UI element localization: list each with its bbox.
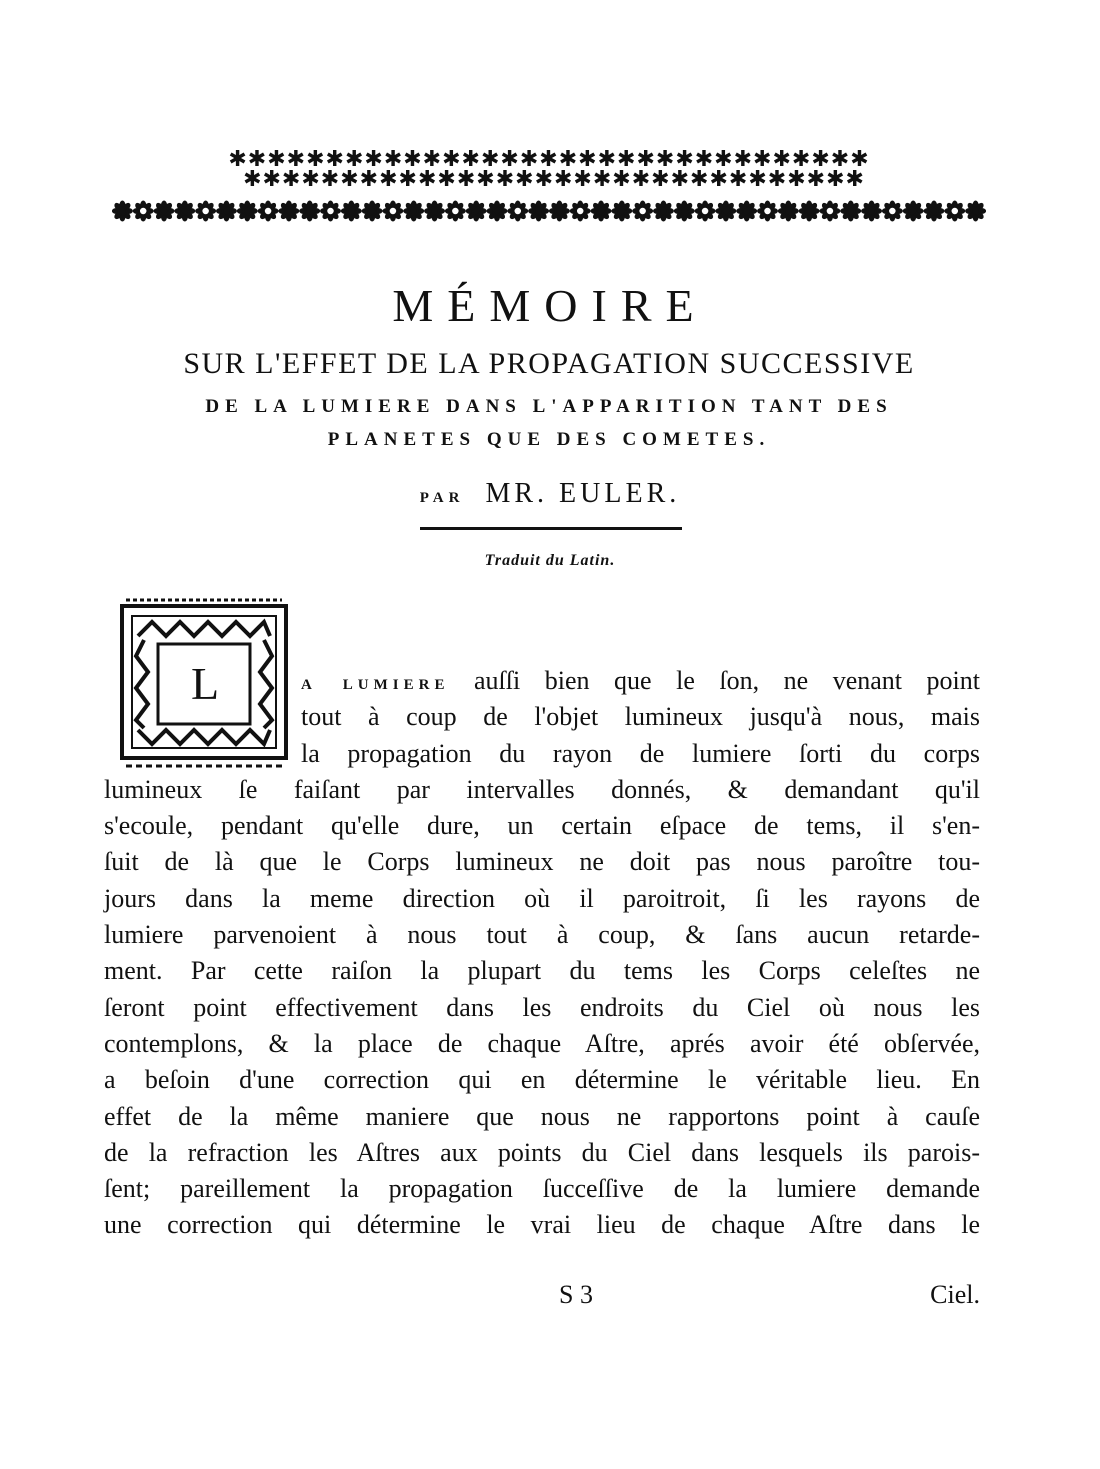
flower-ornament (840, 201, 861, 222)
star-row-bottom: ✱✱✱✱✱✱✱✱✱✱✱✱✱✱✱✱✱✱✱✱✱✱✱✱✱✱✱✱✱✱✱✱ (243, 167, 865, 190)
body-line: effet de la même maniere que nous ne rapportons point à cauſe (104, 1101, 980, 1131)
flower-ornament (362, 201, 383, 222)
flower-ornament (570, 201, 591, 222)
flower-ornament (154, 201, 175, 222)
body-line: de la refraction les Aſtres aux points du Ciel dans lesquels ils parois- (104, 1137, 980, 1167)
flower-ornament (882, 201, 903, 222)
flower-ornament (445, 201, 466, 222)
lead-words: A LUMIERE (301, 677, 450, 693)
flower-ornament (112, 201, 133, 222)
star-row-top: ✱✱✱✱✱✱✱✱✱✱✱✱✱✱✱✱✱✱✱✱✱✱✱✱✱✱✱✱✱✱✱✱✱ (228, 150, 870, 172)
body-line: ſeront point effectivement dans les endroits du Ciel où nous les (104, 992, 980, 1022)
flower-ornament (216, 201, 237, 222)
body-line: contemplons, & la place de chaque Aſtre, aprés avoir été obſervée, (104, 1028, 980, 1058)
flower-ornament (799, 201, 820, 222)
body-line: une correction qui détermine le vrai lieu de chaque Aſtre dans le (104, 1210, 980, 1240)
signature-mark: S 3 (559, 1280, 593, 1309)
flower-ornament (923, 201, 944, 222)
flower-ornament (466, 201, 487, 222)
flower-ornament (133, 201, 154, 222)
flower-ornament (320, 201, 341, 222)
body-line: tout à coup de l'objet lumineux jusqu'à nous, mais (301, 702, 980, 732)
body-line: s'ecoule, pendant qu'elle dure, un certain eſpace de tems, il s'en- (104, 811, 980, 841)
flower-ornament (382, 201, 403, 222)
flower-ornament (299, 201, 320, 222)
flower-ornament (341, 201, 362, 222)
body-line: lumiere parvenoient à nous tout à coup, & ſans aucun retarde- (104, 920, 980, 950)
flower-ornament (549, 201, 570, 222)
body-line-text: auſſi bien que le ſon, ne venant point (449, 666, 980, 695)
author-prefix: PAR (419, 490, 465, 506)
flower-ornament (695, 201, 716, 222)
flower-ornament (819, 201, 840, 222)
translation-note: Traduit du Latin. (484, 552, 616, 569)
flower-ornament (903, 201, 924, 222)
catchword: Ciel. (930, 1280, 980, 1309)
flower-ornament (486, 201, 507, 222)
flower-ornament (528, 201, 549, 222)
dropcap-letter: L (190, 658, 220, 709)
body-line: jours dans la meme direction où il paroitroit, ſi les rayons de (104, 883, 980, 913)
flower-ornament (403, 201, 424, 222)
flower-ornament-band (112, 194, 986, 228)
flower-ornament (736, 201, 757, 222)
flower-ornament (611, 200, 632, 221)
flower-ornament (237, 201, 258, 222)
flower-ornament (507, 201, 528, 222)
flower-ornament (944, 201, 965, 222)
page-title: MÉMOIRE (392, 280, 708, 331)
body-line: lumineux ſe faiſant par intervalles donnés, & demandant qu'il (104, 774, 980, 804)
title-rule (420, 527, 682, 530)
flower-ornament (674, 201, 695, 222)
flower-ornament (591, 201, 612, 222)
flower-ornament (174, 201, 195, 222)
flower-ornament (861, 201, 882, 222)
star-ornament-band (110, 150, 988, 190)
flower-ornament (965, 201, 986, 222)
author-name: MR. EULER. (485, 478, 681, 509)
flower-ornament (778, 201, 799, 222)
body-line: la propagation du rayon de lumiere ſorti du corps (301, 738, 980, 768)
page-footer (104, 1280, 980, 1320)
subtitle-line-3: PLANETES QUE DES COMETES. (327, 429, 771, 450)
flower-ornament (715, 201, 736, 222)
flower-ornament (632, 201, 653, 222)
body-line: ſuit de là que le Corps lumineux ne doit pas nous paroître tou- (104, 847, 980, 877)
body-line: ſent; pareillement la propagation ſucceſſive de la lumiere demande (104, 1174, 980, 1204)
body-line (104, 663, 980, 699)
author-line (0, 474, 1100, 518)
flower-ornament (757, 201, 778, 222)
flower-ornament (258, 201, 279, 222)
flower-ornament (653, 201, 674, 222)
body-line: ment. Par cette raiſon la plupart du tems les Corps celeſtes ne (104, 956, 980, 986)
body-line: a beſoin d'une correction qui en détermine le véritable lieu. En (104, 1065, 980, 1095)
flower-ornament (278, 201, 299, 222)
subtitle-line-2: DE LA LUMIERE DANS L'APPARITION TANT DES (205, 396, 893, 417)
subtitle: SUR L'EFFET DE LA PROPAGATION SUCCESSIVE (183, 347, 915, 380)
flower-ornament (195, 201, 216, 222)
flower-ornament (424, 201, 445, 222)
body-paragraph (104, 663, 980, 1244)
